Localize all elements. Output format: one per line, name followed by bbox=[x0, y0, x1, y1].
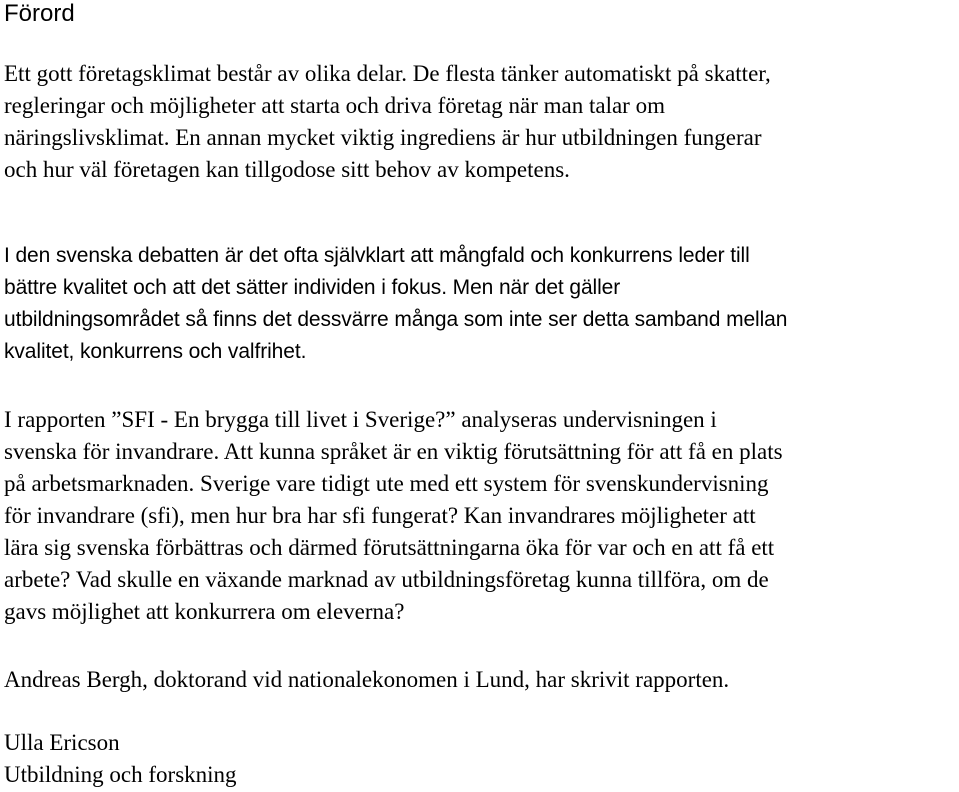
paragraph-author bbox=[4, 664, 729, 696]
text-line: för invandrare (sfi), men hur bra har sfi fungerat? Kan invandrares möjligheter att bbox=[4, 503, 756, 528]
text-line: svenska för invandrare. Att kunna språket är en viktig förutsättning för att få en plats bbox=[4, 439, 783, 464]
text-line: I rapporten ”SFI - En brygga till livet i Sverige?” analyseras undervisningen i bbox=[4, 407, 717, 432]
text-line: arbete? Vad skulle en växande marknad av utbildningsföretag kunna tillföra, om de bbox=[4, 567, 769, 592]
paragraph-debate bbox=[4, 240, 787, 368]
paragraph-intro bbox=[4, 58, 771, 186]
text-line: på arbetsmarknaden. Sverige vare tidigt ute med ett system för svenskundervisning bbox=[4, 471, 769, 496]
text-line: Ett gott företagsklimat består av olika delar. De flesta tänker automatiskt på skatter, bbox=[4, 61, 771, 86]
text-line: bättre kvalitet och att det sätter individen i fokus. Men när det gäller bbox=[4, 276, 621, 299]
document-title: Förord bbox=[4, 0, 75, 27]
text-line: och hur väl företagen kan tillgodose sitt behov av kompetens. bbox=[4, 157, 570, 182]
text-line: I den svenska debatten är det ofta självklart att mångfald och konkurrens leder till bbox=[4, 244, 750, 267]
text-line: utbildningsområdet så finns det dessvärre många som inte ser detta samband mellan bbox=[4, 308, 788, 331]
text-line: näringslivsklimat. En annan mycket viktig ingrediens är hur utbildningen fungerar bbox=[4, 125, 762, 150]
text-line: gavs möjlighet att konkurrera om eleverna? bbox=[4, 599, 405, 624]
signature-organization: Utbildning och forskning bbox=[4, 762, 237, 787]
signature-block bbox=[4, 727, 237, 791]
text-line: lära sig svenska förbättras och därmed förutsättningarna öka för var och en att få ett bbox=[4, 535, 775, 560]
text-line: regleringar och möjligheter att starta och driva företag när man talar om bbox=[4, 93, 665, 118]
signature-name: Ulla Ericson bbox=[4, 730, 120, 755]
paragraph-report bbox=[4, 404, 783, 628]
text-line: kvalitet, konkurrens och valfrihet. bbox=[4, 340, 307, 363]
text-line: Andreas Bergh, doktorand vid nationalekonomen i Lund, har skrivit rapporten. bbox=[4, 667, 730, 692]
